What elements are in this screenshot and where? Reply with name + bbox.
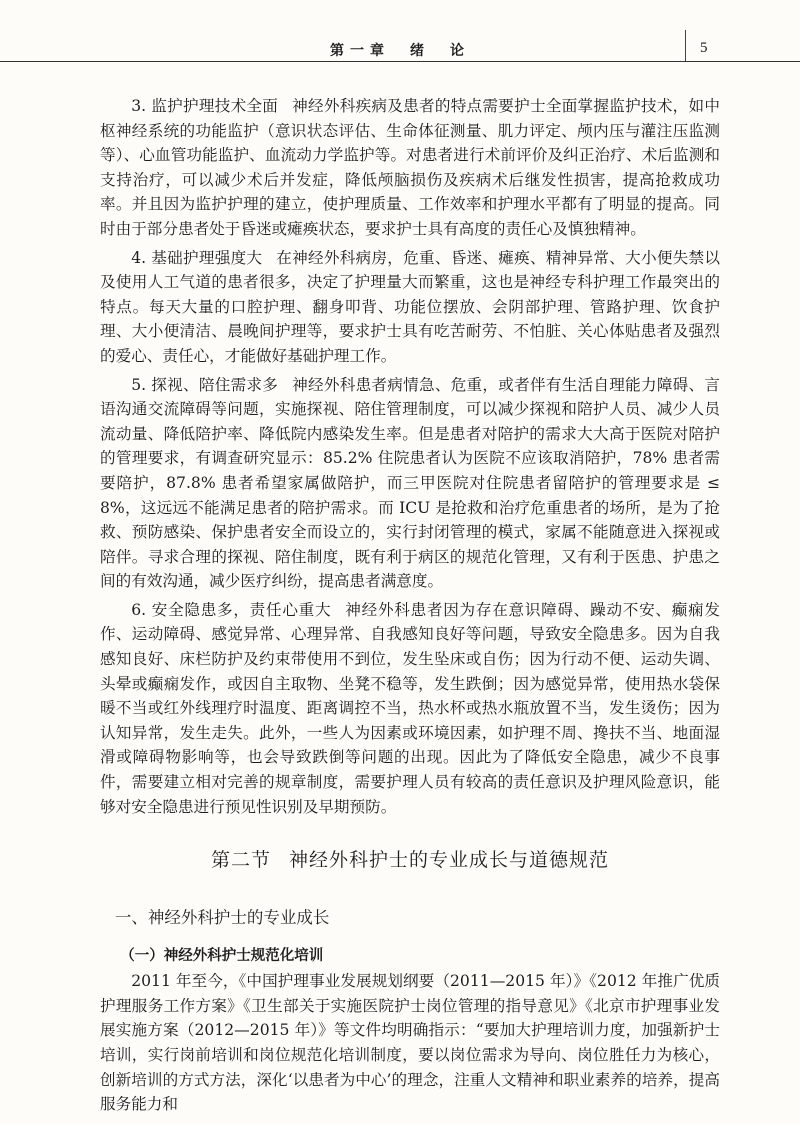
page-header [0,0,800,62]
page-body [100,94,720,1117]
paragraph-text: 在神经外科病房，危重、昏迷、瘫痪、精神异常、大小便失禁以及使用人工气道的患者很多，决定了护理量大而繁重，这也是神经专科护理工作最突出的特点。每天大量的口腔护理、翻身叩背、功能位摆放、会阴部护理、管路护理、饮食护理、大小便清洁、晨晚间护理等，要求护士具有吃苦耐劳、不怕脏、关心体贴患者及强烈的爱心、责任心，才能做好基础护理工作。 [100,248,720,365]
paragraph-text: 神经外科患者病情急、危重，或者伴有生活自理能力障碍、言语沟通交流障碍等问题，实施探视、陪住管理制度，可以减少探视和陪护人员、减少人员流动量、降低陪护率、降低院内感染发生率。但是患者对陪护的需求大大高于医院对陪护的管理要求，有调查研究显示：85.2% 住院患者认为医院不应该取消陪护，78% 患者需要陪护，87.8% 患者希望家属做陪护，而三甲医院对住院患者留陪护的管理要求是 ≤ 8%，这远远不能满足患者的陪护需求。而 ICU 是抢救和治疗危重患者的场所，是为了抢救、预防感染、保护患者安全而设立的，实行封闭管理的模式，家属不能随意进入探视或陪伴。寻求合理的探视、陪住制度，既有利于病区的规范化管理，又有利于医患、护患之间的有效沟通，减少医疗纠纷，提高患者满意度。 [100,375,720,591]
section-heading [100,845,720,872]
paragraph-training: 2011 年至今，《中国护理事业发展规划纲要（2011—2015 年）》《2012 年推广优质护理服务工作方案》《卫生部关于实施医院护士岗位管理的指导意见》《北京市护理事业发展实施方案（2012—2015 年）》等文件均明确指示：“要加大护理培训力度，加强新护士培训，实行岗前培训和岗位规范化培训制度，要以岗位需求为导向、岗位胜任力为核心，创新培训的方式方法，深化‘以患者为中心’的理念，注重人文精神和职业素养的培养，提高服务能力和 [100,972,720,1114]
paragraph-safety [100,598,720,819]
paragraph-basic-care [100,246,720,369]
paragraph-lead: 6. 安全隐患多，责任心重大 [131,600,332,619]
paragraph-text: 神经外科疾病及患者的特点需要护士全面掌握监护技术，如中枢神经系统的功能监护（意识状态评估、生命体征测量、肌力评定、颅内压与灌注压监测等）、心血管功能监护、血流动力学监护等。对患者进行术前评价及纠正治疗、术后监测和支持治疗，可以减少术后并发症，降低颅脑损伤及疾病术后继发性损害，提高抢救成功率。并且因为监护护理的建立，使护理质量、工作效率和护理水平都有了明显的提高。同时由于部分患者处于昏迷或瘫痪状态，要求护士具有高度的责任心及慎独精神。 [100,97,720,238]
paragraph-visiting [100,373,720,594]
section-title: 神经外科护士的专业成长与道德规范 [289,849,610,872]
page-number: 5 [700,40,708,56]
paragraph-text: 神经外科患者因为存在意识障碍、躁动不安、癫痫发作、运动障碍、感觉异常、心理异常、自我感知良好等问题，导致安全隐患多。因为自我感知良好、床栏防护及约束带使用不到位，发生坠床或自伤；因为行动不便、运动失调、头晕或癫痫发作，或因自主取物、坐凳不稳等，发生跌倒；因为感觉异常，使用热水袋保暖不当或红外线理疗时温度、距离调控不当，热水杯或热水瓶放置不当，发生烫伤；因为认知异常，发生走失。此外，一些人为因素或环境因素，如护理不周、搀扶不当、地面湿滑或障碍物影响等，也会导致跌倒等问题的出现。因此为了降低安全隐患，减少不良事件，需要建立相对完善的规章制度，需要护理人员有较高的责任意识及护理风险意识，能够对安全隐患进行预见性识别及早期预防。 [100,600,720,816]
subsubsection-heading: （一）神经外科护士规范化培训 [120,948,324,965]
subsection-heading: 一、神经外科护士的专业成长 [114,908,330,928]
chapter-title: 第一章 绪 论 [330,43,470,59]
paragraph-monitoring [100,94,720,242]
header-separator [685,30,686,62]
paragraph-lead: 3. 监护护理技术全面 [131,97,279,115]
paragraph-lead: 4. 基础护理强度大 [131,248,263,267]
section-number: 第二节 [210,849,271,872]
header-rule [0,61,800,62]
paragraph-lead: 5. 探视、陪住需求多 [131,375,279,394]
